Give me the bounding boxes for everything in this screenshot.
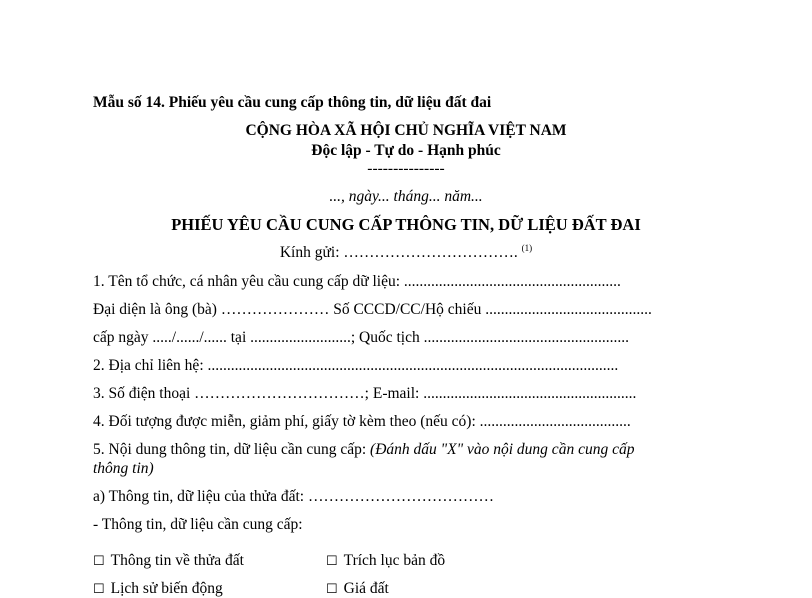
checkbox-label: Trích lục bản đồ [343, 552, 446, 569]
checkbox-label: Giá đất [343, 580, 389, 597]
field-5-label: 5. Nội dung thông tin, dữ liệu cần cung cấp: [93, 441, 371, 458]
checkbox-icon[interactable]: ☐ [326, 581, 338, 596]
representative-line: Đại diện là ông (bà) ………………… Số CCCD/CC/Hộ chiếu ........................................... [93, 301, 652, 318]
motto: Độc lập - Tự do - Hạnh phúc [311, 142, 501, 159]
sub-heading-required-data: - Thông tin, dữ liệu cần cung cấp: [93, 516, 303, 533]
country-header: CỘNG HÒA XÃ HỘI CHỦ NGHĨA VIỆT NAM [245, 122, 567, 139]
date-line: ..., ngày... tháng... năm... [329, 188, 483, 205]
addressee [0, 244, 812, 262]
checkbox-icon[interactable]: ☐ [93, 553, 105, 568]
addressee-text: Kính gửi: ……………………………. [279, 244, 518, 261]
field-2-address: 2. Địa chỉ liên hệ: .......................................................................................................... [93, 357, 619, 374]
addressee-footnote: (1) [521, 242, 533, 253]
checkbox-change-history[interactable] [93, 580, 223, 598]
checkbox-map-extract[interactable] [326, 552, 445, 570]
field-5-note: (Đánh dấu "X" vào nội dung cần cung cấp [370, 441, 635, 458]
item-a-parcel-data: a) Thông tin, dữ liệu của thửa đất: ……………………………… [93, 488, 494, 505]
checkbox-label: Lịch sử biến động [110, 580, 223, 597]
field-5-note-continued: thông tin) [93, 460, 154, 477]
field-4-exemption: 4. Đối tượng được miễn, giảm phí, giấy tờ kèm theo (nếu có): ....................................... [93, 413, 631, 430]
field-1-requester-name: 1. Tên tổ chức, cá nhân yêu cầu cung cấp dữ liệu: ........................................................ [93, 273, 621, 290]
field-5-content [93, 441, 634, 459]
checkbox-land-price[interactable] [326, 580, 389, 598]
divider: --------------- [367, 160, 445, 177]
checkbox-icon[interactable]: ☐ [326, 553, 338, 568]
checkbox-icon[interactable]: ☐ [93, 581, 105, 596]
form-title: PHIẾU YÊU CẦU CUNG CẤP THÔNG TIN, DỮ LIỆU ĐẤT ĐAI [171, 215, 641, 234]
checkbox-label: Thông tin về thửa đất [110, 552, 244, 569]
form-number: Mẫu số 14. Phiếu yêu cầu cung cấp thông tin, dữ liệu đất đai [93, 94, 492, 111]
checkbox-parcel-info[interactable] [93, 552, 244, 570]
field-3-phone-email: 3. Số điện thoại ……………………………; E-mail: ....................................................... [93, 385, 637, 402]
issue-date-line: cấp ngày ...../....../...... tại ..........................; Quốc tịch ..................................................... [93, 329, 629, 346]
